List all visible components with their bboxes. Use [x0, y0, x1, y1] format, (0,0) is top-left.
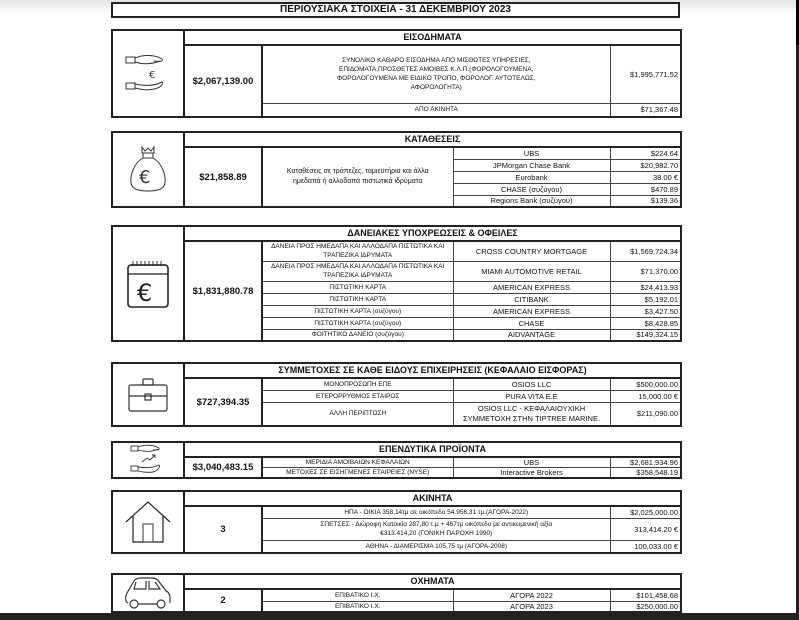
money-bag-euro-icon — [128, 145, 168, 195]
row-entity: MIAMI AUTOMOTIVE RETAIL — [453, 261, 610, 281]
row-entity: AMERICAN EXPRESS — [453, 305, 610, 317]
section-total: 2 — [184, 589, 262, 612]
row-description: ΣΠΕΤΣΕΣ - Διώροφη Κατοικία 287,80 τ.μ + 467τμ οικόπεδο με αντικειμενική αξία €313.414,20 (ΓΟΝΙΚΗ ΠΑΡΟΧΗ 1990) — [262, 518, 610, 540]
income-icon-cell — [112, 30, 184, 117]
row-entity: CHASE (συζύγου) — [453, 183, 610, 195]
page-title: ΠΕΡΙΟΥΣΙΑΚΑ ΣΤΟΙΧΕΙΑ - 31 ΔΕΚΕΜΒΡΙΟΥ 2023 — [111, 2, 680, 18]
svg-text:€: € — [139, 166, 151, 188]
row-amount: $149,324.15 — [610, 329, 681, 341]
svg-text:€: € — [149, 69, 156, 81]
row-description: ΗΠΑ - ΟΙΚΙΑ 358,14τμ σε οικόπεδο 54.956,31 τμ.(ΑΓΟΡΑ-2022) — [262, 506, 610, 518]
row-amount: $8,428.85 — [610, 317, 681, 329]
section-total: $727,394.35 — [184, 378, 262, 426]
row-description: ΜΕΤΟΧΕΣ ΣΕ ΕΙΣΗΓΜΕΝΕΣ ΕΤΑΙΡΕΙΕΣ (NYSE) — [262, 468, 453, 479]
row-amount: $224.64 — [610, 147, 681, 159]
row-description: ΜΟΝΟΠΡΟΣΩΠΗ ΕΠΕ — [262, 378, 453, 390]
row-amount: $71,370.00 — [610, 261, 681, 281]
participations-icon-cell — [112, 363, 184, 426]
row-amount: $71,367.48 — [610, 103, 681, 117]
section-total: $2,067,139.00 — [184, 45, 262, 117]
section-header: ΕΠΕΝΔΥΤΙΚΑ ΠΡΟΪΟΝΤΑ — [184, 442, 681, 457]
section-header: ΕΙΣΟΔΗΜΑΤΑ — [184, 30, 681, 45]
row-entity: OSIOS LLC — [453, 378, 610, 390]
section-header: ΚΑΤΑΘΕΣΕΙΣ — [184, 132, 681, 147]
row-amount: $24,413.93 — [610, 281, 681, 293]
section-header: ΣΥΜΜΕΤΟΧΕΣ ΣΕ ΚΑΘΕ ΕΙΔΟΥΣ ΕΠΙΧΕΙΡΗΣΕΙΣ (ΚΕΦΑΛΑΙΟ ΕΙΣΦΟΡΑΣ) — [184, 363, 681, 378]
investments-section — [111, 441, 682, 479]
row-description: ΕΠΙΒΑΤΙΚΟ Ι.Χ. — [262, 589, 453, 602]
row-entity: Eurobank — [453, 171, 610, 183]
car-icon — [122, 575, 174, 611]
row-amount: $358,548.19 — [610, 468, 681, 479]
row-entity: AIDVANTAGE — [453, 329, 610, 341]
vehicles-icon-cell — [112, 574, 184, 612]
row-amount: $101,458.68 — [610, 589, 681, 602]
row-amount: $2,025,000.00 — [610, 506, 681, 518]
section-header: ΔΑΝΕΙΑΚΕΣ ΥΠΟΧΡΕΩΣΕΙΣ & ΟΦΕΙΛΕΣ — [184, 226, 681, 241]
row-description: ΕΤΕΡΟΡΡΥΘΜΟΣ ΕΤΑΙΡΟΣ — [262, 390, 453, 402]
loans-icon-cell — [112, 226, 184, 341]
row-amount: 100,033.00 € — [610, 540, 681, 553]
row-entity: ΑΓΟΡΑ 2023 — [453, 602, 610, 613]
deposits-description: Καταθέσεις σε τράπεζες, ταμιευτήρια και άλλα ημεδαπά ή αλλοδαπά πιστωτικά ιδρύματα — [262, 147, 453, 207]
row-entity: UBS — [453, 147, 610, 159]
briefcase-icon — [126, 376, 170, 414]
row-amount: 38.00 € — [610, 171, 681, 183]
real-estate-icon-cell — [112, 491, 184, 553]
deposits-icon-cell — [112, 132, 184, 207]
row-entity: Regions Bank (συζύγου) — [453, 195, 610, 207]
row-description: ΑΛΛΗ ΠΕΡΙΠΤΩΣΗ — [262, 402, 453, 426]
section-header: ΟΧΗΜΑΤΑ — [184, 574, 681, 589]
row-entity: PURA VITA E.E — [453, 390, 610, 402]
section-header: ΑΚΙΝΗΤΑ — [184, 491, 681, 506]
deposits-section — [111, 131, 682, 208]
bottom-frame — [0, 613, 799, 620]
row-entity: CROSS COUNTRY MORTGAGE — [453, 241, 610, 261]
row-entity: ΑΓΟΡΑ 2022 — [453, 589, 610, 602]
row-description: ΠΙΣΤΩΤΙΚΗ ΚΑΡΤΑ (συζύγου) — [262, 305, 453, 317]
row-entity: AMERICAN EXPRESS — [453, 281, 610, 293]
svg-text:€: € — [137, 278, 153, 307]
row-amount: $20,982.70 — [610, 159, 681, 171]
house-icon — [123, 498, 173, 546]
row-amount: 15,000.00 € — [610, 390, 681, 402]
vehicles-section — [111, 573, 682, 613]
row-description: ΑΘΗΝΑ - ΔΙΑΜΕΡΙΣΜΑ 105,75 τμ (ΑΓΟΡΑ-2008) — [262, 540, 610, 553]
loans-section — [111, 225, 682, 342]
row-entity: JPMorgan Chase Bank — [453, 159, 610, 171]
hands-growth-icon — [128, 444, 168, 476]
row-amount: 313,414.20 € — [610, 518, 681, 540]
row-description: ΕΠΙΒΑΤΙΚΟ Ι.Χ. — [262, 602, 453, 613]
section-total: $3,040,483.15 — [184, 457, 262, 478]
section-total: $21,858.89 — [184, 147, 262, 207]
investments-icon-cell — [112, 442, 184, 478]
row-amount: $1,569,724.34 — [610, 241, 681, 261]
row-description: ΠΙΣΤΩΤΙΚΗ ΚΑΡΤΑ — [262, 281, 453, 293]
row-description: ΦΟΙΤΗΤΙΚΟ ΔΑΝΕΙΟ (συζύγου) — [262, 329, 453, 341]
row-description: ΣΥΝΟΛΙΚΟ ΚΑΘΑΡΟ ΕΙΣΟΔΗΜΑ ΑΠΟ ΜΙΣΘΩΤΕΣ ΥΠΗΡΕΣΙΕΣ, ΕΠΙΔΟΜΑΤΑ,ΠΡΟΣΘΕΤΕΣ ΑΜΟΙΒΕΣ Κ.Λ.Π.(ΦΟΡΟΛΟΓΟΥΜΕΝΑ, ΦΟΡΟΛΟΓΟΥΜΕΝΑ ΜΕ ΕΙΔΙΚΟ ΤΡΟΠΟ, ΦΟΡΟΛΟΓ. ΑΥΤΟΤΕΛΩΣ, ΑΦΟΡΟΛΟΓΗΤΑ) — [262, 45, 610, 103]
row-entity: Interactive Brokers — [453, 468, 610, 479]
income-section — [111, 29, 682, 118]
participations-section — [111, 362, 682, 427]
row-description: ΜΕΡΙΔΙΑ ΑΜΟΙΒΑΙΩΝ ΚΕΦΑΛΑΙΩΝ — [262, 457, 453, 468]
row-amount: $1,995,771.52 — [610, 45, 681, 103]
row-amount: $500,000.00 — [610, 378, 681, 390]
row-amount: $211,090.00 — [610, 402, 681, 426]
row-entity: CHASE — [453, 317, 610, 329]
row-amount: $139.36 — [610, 195, 681, 207]
real-estate-section — [111, 490, 682, 554]
row-description: ΠΙΣΤΩΤΙΚΗ ΚΑΡΤΑ — [262, 293, 453, 305]
row-amount: $2,681,934.96 — [610, 457, 681, 468]
row-amount: $5,192.01 — [610, 293, 681, 305]
row-amount: $3,427.50 — [610, 305, 681, 317]
calendar-euro-icon — [124, 257, 172, 311]
section-total: 3 — [184, 506, 262, 553]
row-entity: CITIBANK — [453, 293, 610, 305]
row-description: ΔΑΝΕΙΑ ΠΡΟΣ ΗΜΕΔΑΠΑ ΚΑΙ ΑΛΛΟΔΑΠΑ ΠΙΣΤΩΤΙΚΑ ΚΑΙ ΤΡΑΠΕΖΙΚΑ ΙΔΡΥΜΑΤΑ — [262, 241, 453, 261]
row-description: ΔΑΝΕΙΑ ΠΡΟΣ ΗΜΕΔΑΠΑ ΚΑΙ ΑΛΛΟΔΑΠΑ ΠΙΣΤΩΤΙΚΑ ΚΑΙ ΤΡΑΠΕΖΙΚΑ ΙΔΡΥΜΑΤΑ — [262, 261, 453, 281]
row-description: ΠΙΣΤΩΤΙΚΗ ΚΑΡΤΑ (συζύγου) — [262, 317, 453, 329]
row-amount: $470.89 — [610, 183, 681, 195]
row-amount: $250,000.00 — [610, 602, 681, 613]
section-total: $1,831,880.78 — [184, 241, 262, 341]
row-entity: UBS — [453, 457, 610, 468]
row-entity: OSIOS LLC - ΚΕΦΑΛΑΙΟΥΧΙΚΗ ΣΥΜΜΕΤΟΧΗ ΣΤΗΝ TIPTREE MARINE. — [453, 402, 610, 426]
hands-euro-icon — [122, 52, 174, 96]
row-description: ΑΠΟ ΑΚΙΝΗΤΑ — [262, 103, 610, 117]
